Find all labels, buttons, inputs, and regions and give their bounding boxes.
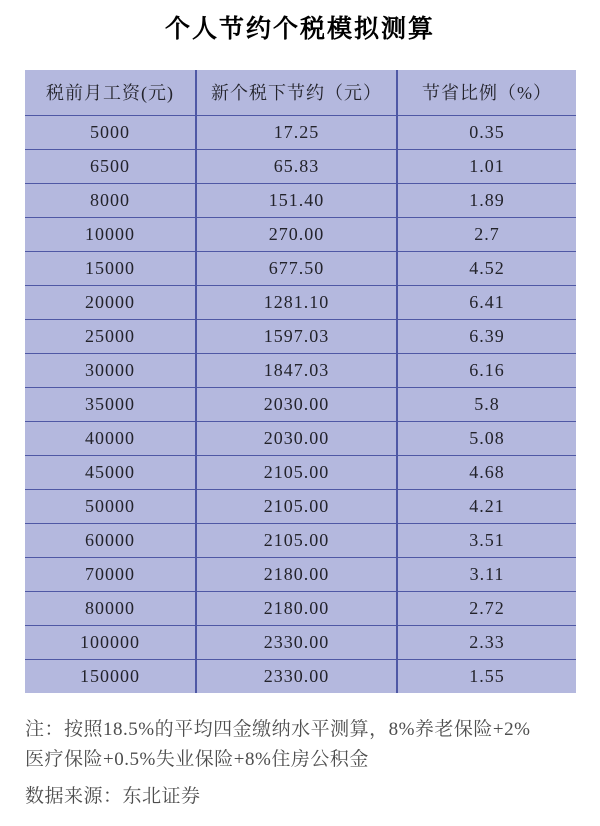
table-cell: 2330.00 bbox=[196, 659, 397, 693]
table-cell: 2.33 bbox=[397, 625, 576, 659]
table-cell: 2180.00 bbox=[196, 591, 397, 625]
table-row bbox=[25, 591, 576, 625]
table-cell: 10000 bbox=[25, 217, 196, 251]
table-cell: 1597.03 bbox=[196, 319, 397, 353]
table-cell: 15000 bbox=[25, 251, 196, 285]
table-cell: 1281.10 bbox=[196, 285, 397, 319]
table-cell: 6500 bbox=[25, 149, 196, 183]
table-cell: 0.35 bbox=[469, 121, 505, 142]
table-cell: 70000 bbox=[25, 557, 196, 591]
table-cell: 30000 bbox=[25, 353, 196, 387]
table-row bbox=[25, 455, 576, 489]
table-cell: 60000 bbox=[25, 523, 196, 557]
table-cell: 3.11 bbox=[397, 557, 576, 591]
table-cell: 6.39 bbox=[397, 319, 576, 353]
table-cell: 677.50 bbox=[196, 251, 397, 285]
table-row bbox=[25, 625, 576, 659]
column-header-pretax-salary: 税前月工资(元) bbox=[25, 70, 196, 115]
table-cell: 8000 bbox=[25, 183, 196, 217]
table-row bbox=[25, 285, 576, 319]
table-cell: 25000 bbox=[25, 319, 196, 353]
table-row bbox=[25, 353, 576, 387]
table-cell: 1847.03 bbox=[196, 353, 397, 387]
table-cell: 1.01 bbox=[397, 149, 576, 183]
table-cell: 20000 bbox=[25, 285, 196, 319]
table-row bbox=[25, 251, 576, 285]
table-cell: 2180.00 bbox=[196, 557, 397, 591]
table-cell: 1.89 bbox=[397, 183, 576, 217]
table-cell: 50000 bbox=[25, 489, 196, 523]
table-cell: 6.16 bbox=[397, 353, 576, 387]
column-header-new-tax-savings: 新个税下节约（元） bbox=[196, 70, 397, 115]
table-row bbox=[25, 387, 576, 421]
footnote-line-1: 注：按照18.5%的平均四金缴纳水平测算，8%养老保险+2% bbox=[25, 719, 531, 740]
footer bbox=[25, 715, 576, 812]
table-cell: 4.52 bbox=[397, 251, 576, 285]
table-row bbox=[25, 149, 576, 183]
table-cell: 2105.00 bbox=[196, 455, 397, 489]
table-cell: 6.41 bbox=[397, 285, 576, 319]
table-row bbox=[25, 183, 576, 217]
table-row bbox=[25, 421, 576, 455]
table-cell: 5000 bbox=[25, 115, 196, 149]
table-cell: 2105.00 bbox=[196, 489, 397, 523]
table-cell: 5.08 bbox=[397, 421, 576, 455]
table-header-row bbox=[25, 70, 576, 115]
table-cell: 2330.00 bbox=[196, 625, 397, 659]
page-title: 个人节约个税模拟测算 bbox=[164, 16, 435, 43]
table-cell: 2.72 bbox=[397, 591, 576, 625]
column-header-savings-ratio: 节省比例（%） bbox=[397, 70, 576, 115]
table-cell: 2030.00 bbox=[196, 387, 397, 421]
table-row bbox=[25, 659, 576, 693]
table-cell: 2.7 bbox=[397, 217, 576, 251]
data-source: 数据来源：东北证券 bbox=[25, 786, 201, 807]
footnote bbox=[25, 715, 576, 775]
table-cell: 4.68 bbox=[397, 455, 576, 489]
table-cell: 65.83 bbox=[196, 149, 397, 183]
table-row bbox=[25, 217, 576, 251]
table-cell: 2030.00 bbox=[196, 421, 397, 455]
table-cell: 35000 bbox=[25, 387, 196, 421]
table-cell: 40000 bbox=[25, 421, 196, 455]
table-cell: 270.00 bbox=[196, 217, 397, 251]
table-cell: 100000 bbox=[25, 625, 196, 659]
table-row bbox=[25, 523, 576, 557]
table-cell: 17.25 bbox=[196, 115, 397, 149]
tax-savings-table bbox=[25, 70, 576, 693]
table-row bbox=[25, 489, 576, 523]
table-cell: 1.55 bbox=[397, 659, 576, 693]
table-cell: 2105.00 bbox=[196, 523, 397, 557]
table-row bbox=[25, 557, 576, 591]
table-cell: 150000 bbox=[25, 659, 196, 693]
table-cell: 151.40 bbox=[196, 183, 397, 217]
table-cell: 80000 bbox=[25, 591, 196, 625]
table-row bbox=[25, 115, 576, 149]
table-body bbox=[25, 115, 576, 693]
table-cell: 45000 bbox=[25, 455, 196, 489]
footnote-line-2: 医疗保险+0.5%失业保险+8%住房公积金 bbox=[25, 749, 369, 770]
table-cell: 4.21 bbox=[397, 489, 576, 523]
table-cell: 3.51 bbox=[397, 523, 576, 557]
table-row bbox=[25, 319, 576, 353]
table-cell: 5.8 bbox=[397, 387, 576, 421]
